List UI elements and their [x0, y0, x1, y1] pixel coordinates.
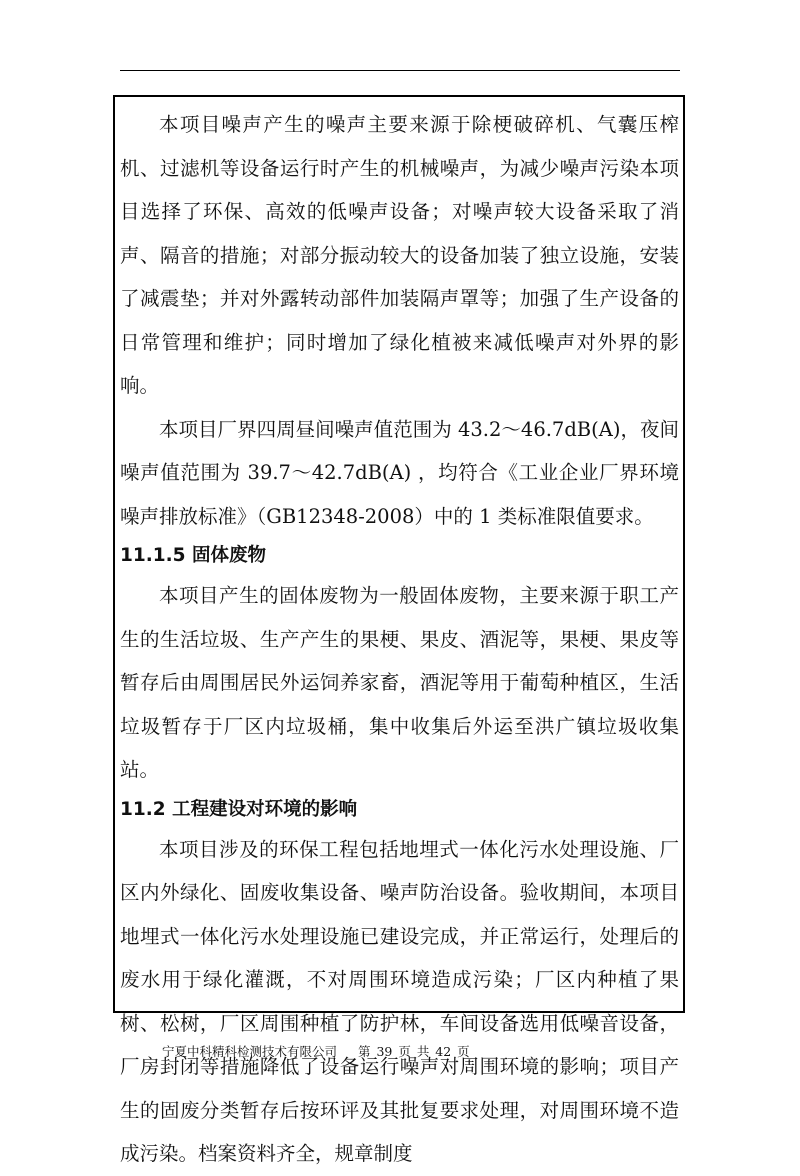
- page-footer: [0, 1042, 800, 1062]
- paragraph-engineering-impact: 本项目涉及的环保工程包括地埋式一体化污水处理设施、厂区内外绿化、固废收集设备、噪声防治设备。验收期间，本项目地埋式一体化污水处理设施已建设完成，并正常运行，处理后的废水用于绿化灌溉，不对周围环境造成污染；厂区内种植了果树、松树，厂区周围种植了防护林，车间设备选用低噪音设备，厂房封闭等措施降低了设备运行噪声对周围环境的影响；项目产生的固废分类暂存后按环评及其批复要求处理，对周围环境不造成污染。档案资料齐全，规章制度: [120, 837, 679, 1165]
- heading-solid-waste: 11.1.5 固体废物: [120, 545, 266, 566]
- heading-engineering-impact: 11.2 工程建设对环境的影响: [120, 798, 358, 820]
- paragraph-noise-sources: 本项目噪声产生的噪声主要来源于除梗破碎机、气囊压榨机、过滤机等设备运行时产生的机械噪声，为减少噪声污染本项目选择了环保、高效的低噪声设备；对噪声较大设备采取了消声、隔音的措施；对部分振动较大的设备加装了独立设施，安装了减震垫；并对外露转动部件加装隔声罩等；加强了生产设备的日常管理和维护；同时增加了绿化植被来减低噪声对外界的影响。: [120, 113, 679, 397]
- paragraph-noise-results: 本项目厂界四周昼间噪声值范围为 43.2～46.7dB(A)，夜间噪声值范围为 39.7～42.7dB(A) ，均符合《工业企业厂界环境噪声排放标准》（GB12348-2008）中的 1 类标准限值要求。: [120, 417, 679, 528]
- paragraph-solid-waste: 本项目产生的固体废物为一般固体废物，主要来源于职工产生的生活垃圾、生产产生的果梗、果皮、酒泥等，果梗、果皮等暂存后由周围居民外运饲养家畜，酒泥等用于葡萄种植区，生活垃圾暂存于厂区内垃圾桶，集中收集后外运至洪广镇垃圾收集站。: [120, 584, 679, 781]
- footer-page-number: 第 39 页 共 42 页: [358, 1044, 470, 1059]
- footer-company: 宁夏中科精科检测技术有限公司: [162, 1044, 338, 1059]
- header-rule: [120, 70, 680, 71]
